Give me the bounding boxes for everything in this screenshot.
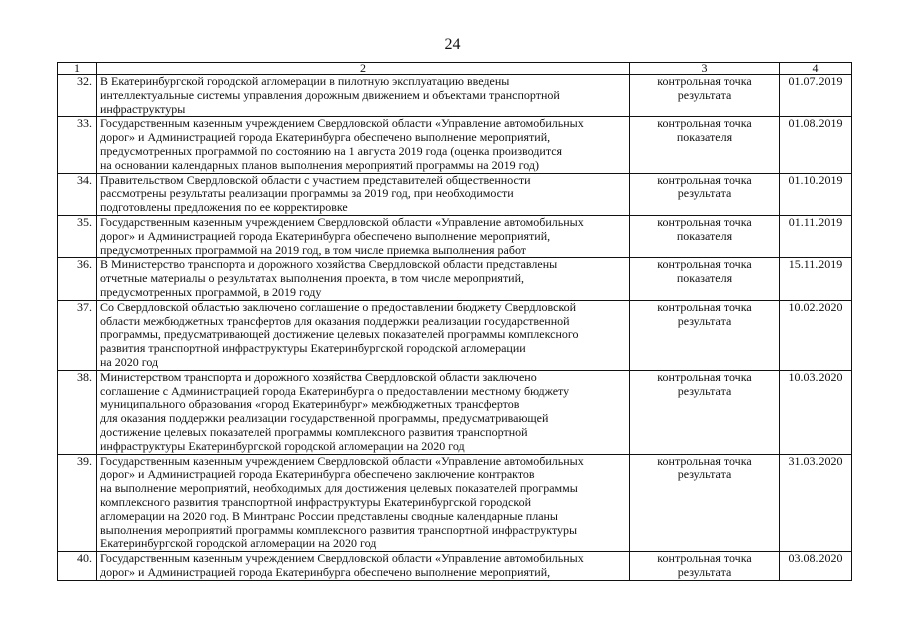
- description-cell: В Министерство транспорта и дорожного хозяйства Свердловской области представлены отчетные материалы о результатах выполнения проекта, в том числе мероприятий, предусмотренных программой, в 2019 году: [97, 258, 630, 300]
- control-point-type-cell: контрольная точка показателя: [630, 117, 780, 173]
- description-cell: Государственным казенным учреждением Свердловской области «Управление автомобильных дорог» и Администрацией города Екатеринбурга обеспечено выполнение мероприятий,: [97, 552, 630, 581]
- page-number: 24: [444, 36, 461, 53]
- column-header: 2: [97, 63, 630, 75]
- control-point-type-cell: контрольная точка результата: [630, 173, 780, 215]
- date-cell: 10.02.2020: [780, 300, 852, 370]
- table-row: [58, 370, 852, 454]
- row-number-cell: 36.: [58, 258, 97, 300]
- row-number-cell: 34.: [58, 173, 97, 215]
- table-row: [58, 552, 852, 581]
- table-row: [58, 75, 852, 117]
- description-cell: Министерством транспорта и дорожного хозяйства Свердловской области заключено соглашение с Администрацией города Екатеринбурга о предоставлении местному бюджету муниципального образования «город Екатеринбург» межбюджетных трансфертов для оказания поддержки реализации государственной программы, предусматривающей достижение целевых показателей программы комплексного развития транспортной инфраструктуры Екатеринбургской городской агломерации на 2020 год: [97, 370, 630, 454]
- control-point-type-cell: контрольная точка результата: [630, 370, 780, 454]
- date-cell: 01.10.2019: [780, 173, 852, 215]
- description-cell: Государственным казенным учреждением Свердловской области «Управление автомобильных дорог» и Администрацией города Екатеринбурга обеспечено выполнение мероприятий, предусмотренных программой по состоянию на 1 августа 2019 года (оценка производится на основании календарных планов выполнения мероприятий программы на 2019 год): [97, 117, 630, 173]
- date-cell: 31.03.2020: [780, 454, 852, 552]
- date-cell: 01.11.2019: [780, 215, 852, 257]
- description-cell: Со Свердловской областью заключено соглашение о предоставлении бюджету Свердловской области межбюджетных трансфертов для оказания поддержки реализации государственной программы, предусматривающей достижение целевых показателей программы комплексного развития транспортной инфраструктуры Екатеринбургской городской агломерации на 2020 год: [97, 300, 630, 370]
- description-cell: Правительством Свердловской области с участием представителей общественности рассмотрены результаты реализации программы за 2019 год, при необходимости подготовлены предложения по ее корректировке: [97, 173, 630, 215]
- description-cell: Государственным казенным учреждением Свердловской области «Управление автомобильных дорог» и Администрацией города Екатеринбурга обеспечено выполнение мероприятий, предусмотренных программой на 2019 год, в том числе приемка выполнения работ: [97, 215, 630, 257]
- control-points-table: [57, 62, 852, 581]
- row-number-cell: 37.: [58, 300, 97, 370]
- table-row: [58, 215, 852, 257]
- date-cell: 01.07.2019: [780, 75, 852, 117]
- control-point-type-cell: контрольная точка показателя: [630, 215, 780, 257]
- table-row: [58, 117, 852, 173]
- row-number-cell: 38.: [58, 370, 97, 454]
- table-body: [58, 63, 852, 581]
- description-cell: Государственным казенным учреждением Свердловской области «Управление автомобильных дорог» и Администрацией города Екатеринбурга обеспечено заключение контрактов на выполнение мероприятий, необходимых для достижения целевых показателей программы комплексного развития транспортной инфраструктуры Екатеринбургской городской агломерации на 2020 год. В Минтранс России представлены сводные календарные планы выполнения мероприятий программы комплексного развития транспортной инфраструктуры Екатеринбургской городской агломерации на 2020 год: [97, 454, 630, 552]
- table-row: [58, 173, 852, 215]
- column-header: 4: [780, 63, 852, 75]
- control-point-type-cell: контрольная точка результата: [630, 552, 780, 581]
- date-cell: 01.08.2019: [780, 117, 852, 173]
- row-number-cell: 32.: [58, 75, 97, 117]
- row-number-cell: 40.: [58, 552, 97, 581]
- row-number-cell: 35.: [58, 215, 97, 257]
- control-point-type-cell: контрольная точка результата: [630, 454, 780, 552]
- column-header: 1: [58, 63, 97, 75]
- table-row: [58, 454, 852, 552]
- table-row: [58, 258, 852, 300]
- control-point-type-cell: контрольная точка результата: [630, 75, 780, 117]
- date-cell: 15.11.2019: [780, 258, 852, 300]
- table-row: [58, 300, 852, 370]
- date-cell: 10.03.2020: [780, 370, 852, 454]
- control-point-type-cell: контрольная точка результата: [630, 300, 780, 370]
- row-number-cell: 33.: [58, 117, 97, 173]
- control-point-type-cell: контрольная точка показателя: [630, 258, 780, 300]
- description-cell: В Екатеринбургской городской агломерации в пилотную эксплуатацию введены интеллектуальные системы управления дорожным движением и объектами транспортной инфраструктуры: [97, 75, 630, 117]
- column-header: 3: [630, 63, 780, 75]
- date-cell: 03.08.2020: [780, 552, 852, 581]
- column-number-row: [58, 63, 852, 75]
- row-number-cell: 39.: [58, 454, 97, 552]
